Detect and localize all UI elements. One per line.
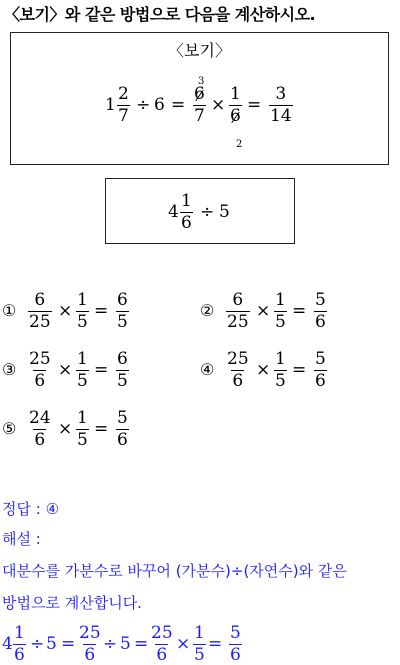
problem-whole: 4 [168,202,179,222]
equals-sign: = [134,634,149,654]
times-sign: × [58,419,73,439]
option-fraction-b: $\frac{1}{5}$ [275,290,286,332]
example-whole: 1 [105,95,116,115]
option-fraction-a: $\frac{25}{6}$ [29,349,51,391]
equals-sign: = [208,634,223,654]
problem-box [105,178,295,244]
question-title: 〈보기〉와 같은 방법으로 다음을 계산하시오. [4,5,316,24]
example-frac-2: $\frac{6}{7}$ [194,84,205,126]
option-fraction-a: $\frac{6}{25}$ [227,290,249,332]
explanation-line-1: 대분수를 가분수로 바꾸어 (가분수)÷(자연수)와 같은 [2,562,347,580]
calc-frac-4: $\frac{1}{5}$ [194,623,205,665]
example-frac-3: $\frac{1}{6}$ [230,84,241,126]
equals-sign: = [94,301,109,321]
equals-sign: = [247,95,262,115]
times-sign: × [58,360,73,380]
cancel-bottom-value: 2 [236,139,243,150]
divide-sign: ÷ [136,95,151,115]
calc-frac-1: $\frac{1}{6}$ [14,623,25,665]
option-fraction-b: $\frac{1}{5}$ [77,349,88,391]
times-sign: × [256,301,271,321]
divide-sign: ÷ [30,634,45,654]
option-4[interactable] [198,349,398,399]
equals-sign: = [292,301,307,321]
example-label: 〈보기〉 [168,41,231,60]
option-1[interactable] [0,290,200,340]
calc-whole: 4 [2,634,13,654]
times-sign: × [176,634,191,654]
calc-five: 5 [120,634,131,654]
divide-sign: ÷ [200,202,215,222]
option-fraction-a: $\frac{24}{6}$ [29,408,51,450]
option-result: $\frac{5}{6}$ [315,290,326,332]
explanation-line-2: 방법으로 계산합니다. [2,594,142,612]
equals-sign: = [94,360,109,380]
option-result: $\frac{5}{6}$ [315,349,326,391]
explanation-label: 해설 : [2,530,41,548]
option-marker: ② [200,301,215,320]
calc-result: $\frac{5}{6}$ [230,623,241,665]
equals-sign: = [94,419,109,439]
example-frac-1: $\frac{2}{7}$ [118,84,129,126]
option-fraction-b: $\frac{1}{5}$ [77,408,88,450]
divide-sign: ÷ [103,634,118,654]
option-result: $\frac{6}{5}$ [117,349,128,391]
cancel-top-value: 3 [198,76,205,87]
calc-five: 5 [46,634,57,654]
example-six: 6 [154,95,165,115]
option-marker: ① [2,301,17,320]
option-marker: ③ [2,360,17,379]
option-marker: ④ [200,360,215,379]
times-sign: × [58,301,73,321]
option-fraction-b: $\frac{1}{5}$ [275,349,286,391]
problem-divisor: 5 [219,202,230,222]
times-sign: × [211,95,226,115]
equals-sign: = [292,360,307,380]
calc-frac-2: $\frac{25}{6}$ [79,623,101,665]
option-marker: ⑤ [2,419,17,438]
option-2[interactable] [198,290,398,340]
example-result: $\frac{3}{14}$ [270,84,292,126]
option-fraction-a: $\frac{6}{25}$ [29,290,51,332]
option-result: $\frac{5}{6}$ [117,408,128,450]
option-result: $\frac{6}{5}$ [117,290,128,332]
equals-sign: = [171,95,186,115]
calc-frac-3: $\frac{25}{6}$ [151,623,173,665]
option-5[interactable] [0,408,200,458]
example-box [10,32,389,165]
equals-sign: = [61,634,76,654]
problem-fraction: $\frac{1}{6}$ [181,191,192,233]
times-sign: × [256,360,271,380]
answer-label: 정답 : ④ [2,500,60,518]
option-3[interactable] [0,349,200,399]
option-fraction-b: $\frac{1}{5}$ [77,290,88,332]
option-fraction-a: $\frac{25}{6}$ [227,349,249,391]
